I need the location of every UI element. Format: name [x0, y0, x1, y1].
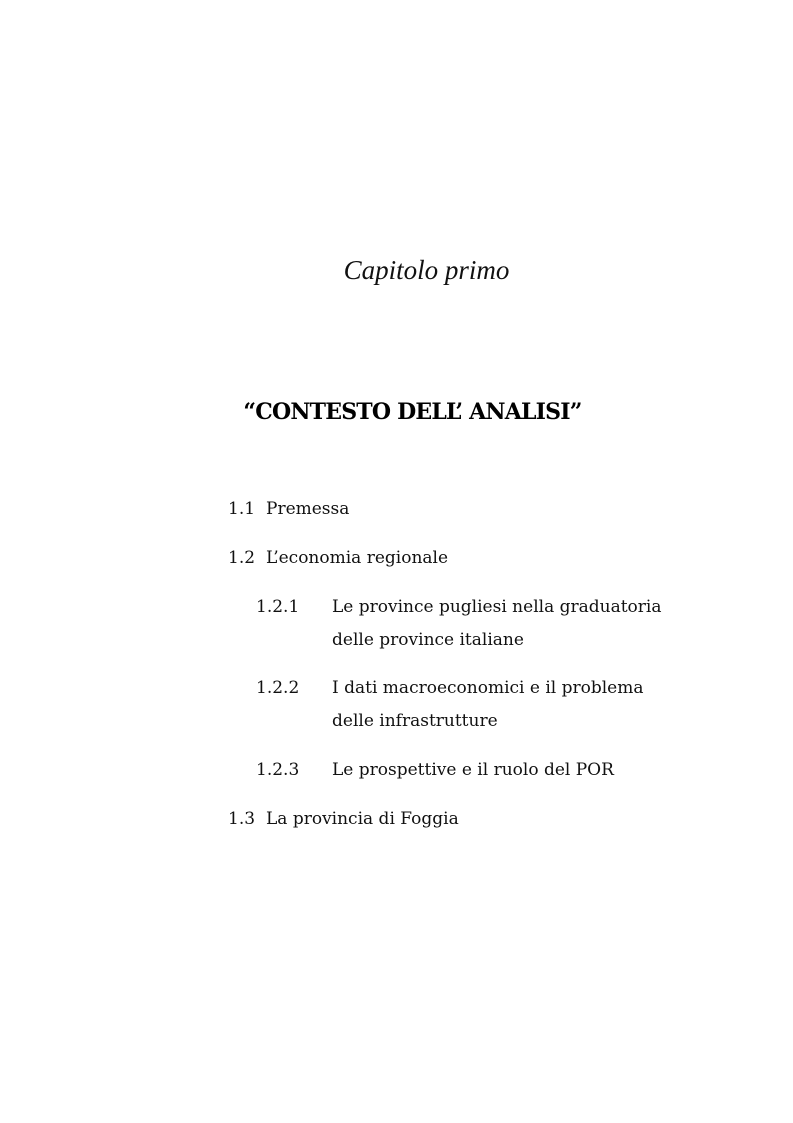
toc-title-1-2-3: Le prospettive e il ruolo del POR — [332, 760, 614, 780]
chapter-label: Capitolo primo — [343, 255, 510, 285]
toc-title-1-2-1-line2: delle province italiane — [332, 630, 524, 650]
toc-number-1-1: 1.1 — [228, 499, 256, 519]
toc-title-1-2-2-line2: delle infrastrutture — [332, 711, 498, 731]
toc-number-1-3: 1.3 — [228, 809, 256, 829]
chapter-title: “CONTESTO DELL’ ANALISI” — [243, 399, 582, 425]
toc-number-1-2-2: 1.2.2 — [256, 678, 300, 698]
toc-title-1-2-1-line1: Le province pugliesi nella graduatoria — [332, 597, 662, 617]
toc-title-1-2-2-line1: I dati macroeconomici e il problema — [332, 678, 644, 698]
toc-title-1-2: L’economia regionale — [266, 548, 449, 568]
toc-title-1-3: La provincia di Foggia — [266, 809, 459, 829]
toc-number-1-2-3: 1.2.3 — [256, 760, 300, 780]
toc-title-1-1: Premessa — [266, 499, 350, 519]
toc-number-1-2: 1.2 — [228, 548, 256, 568]
toc-number-1-2-1: 1.2.1 — [256, 597, 300, 617]
